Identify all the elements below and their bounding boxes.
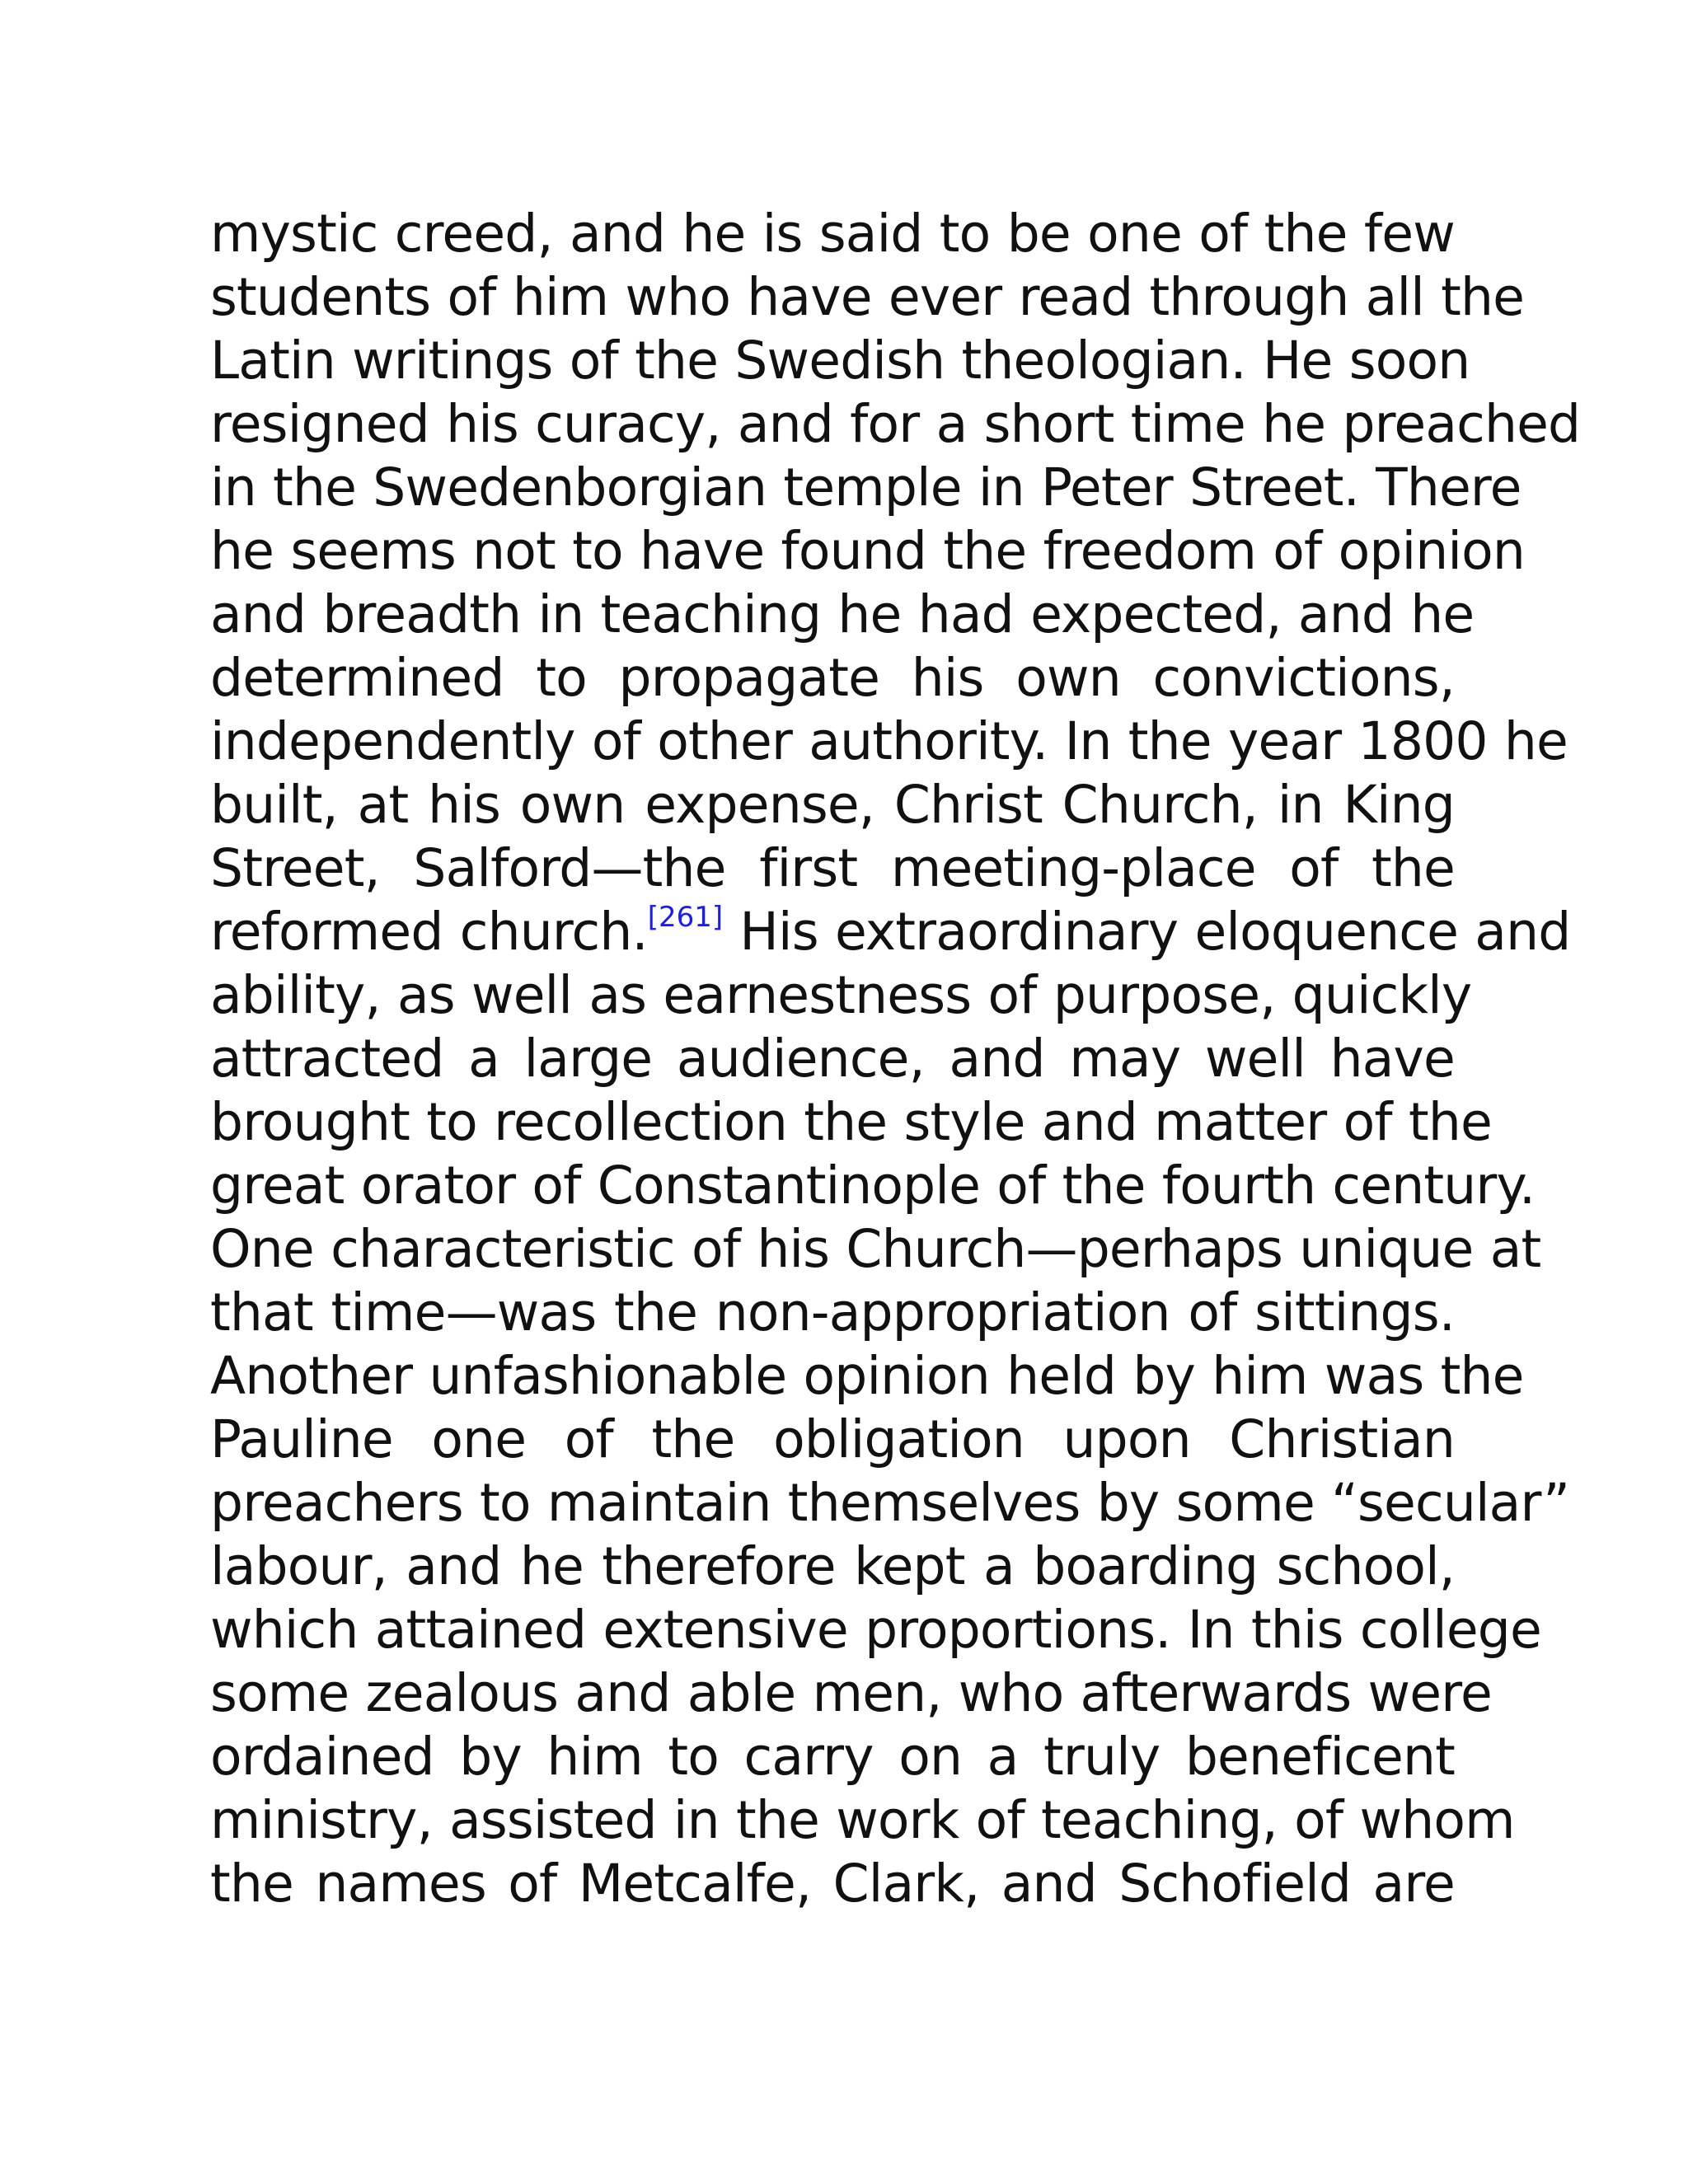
body-text: [210, 202, 1581, 1915]
text-line: determined to propagate his own convictions,: [210, 648, 1455, 708]
text-line: built, at his own expense, Christ Church, in King: [210, 775, 1455, 835]
text-line: students of him who have ever read through all the: [210, 267, 1525, 327]
text-line: mystic creed, and he is said to be one of the few: [210, 204, 1455, 264]
text-line: the names of Metcalfe, Clark, and Schofield are: [210, 1854, 1455, 1914]
text-line: brought to recollection the style and matter of the: [210, 1092, 1492, 1152]
text-line: ordained by him to carry on a truly beneficent: [210, 1727, 1455, 1787]
text-line: ability, as well as earnestness of purpose, quickly: [210, 965, 1472, 1025]
text-line: Street, Salford—the first meeting-place of the: [210, 838, 1455, 898]
text-line: resigned his curacy, and for a short time he preached: [210, 394, 1581, 454]
text-line: Pauline one of the obligation upon Christian: [210, 1409, 1455, 1469]
text-line: which attained extensive proportions. In this college: [210, 1600, 1541, 1660]
text-line: Another unfashionable opinion held by him was the: [210, 1346, 1524, 1406]
text-line: he seems not to have found the freedom of opinion: [210, 521, 1526, 581]
text-line: in the Swedenborgian temple in Peter Street. There: [210, 457, 1522, 518]
text-line: that time—was the non-appropriation of sittings.: [210, 1282, 1455, 1343]
footnote-text-line: [210, 900, 1571, 963]
text-line: great orator of Constantinople of the fourth century.: [210, 1155, 1536, 1216]
text-line: preachers to maintain themselves by some “secular”: [210, 1473, 1570, 1533]
text-line: independently of other authority. In the year 1800 he: [210, 711, 1568, 771]
text-line: One characteristic of his Church—perhaps unique at: [210, 1219, 1541, 1279]
text-segment: His extraordinary eloquence and: [723, 902, 1571, 962]
text-line: some zealous and able men, who afterwards were: [210, 1663, 1492, 1723]
footnote-link[interactable]: [261]: [647, 901, 724, 934]
text-segment: reformed church.: [210, 902, 648, 962]
text-line: labour, and he therefore kept a boarding school,: [210, 1536, 1455, 1596]
text-line: and breadth in teaching he had expected, and he: [210, 584, 1475, 644]
text-line: Latin writings of the Swedish theologian. He soon: [210, 330, 1470, 391]
text-line: attracted a large audience, and may well have: [210, 1029, 1455, 1089]
text-line: ministry, assisted in the work of teaching, of whom: [210, 1790, 1515, 1850]
